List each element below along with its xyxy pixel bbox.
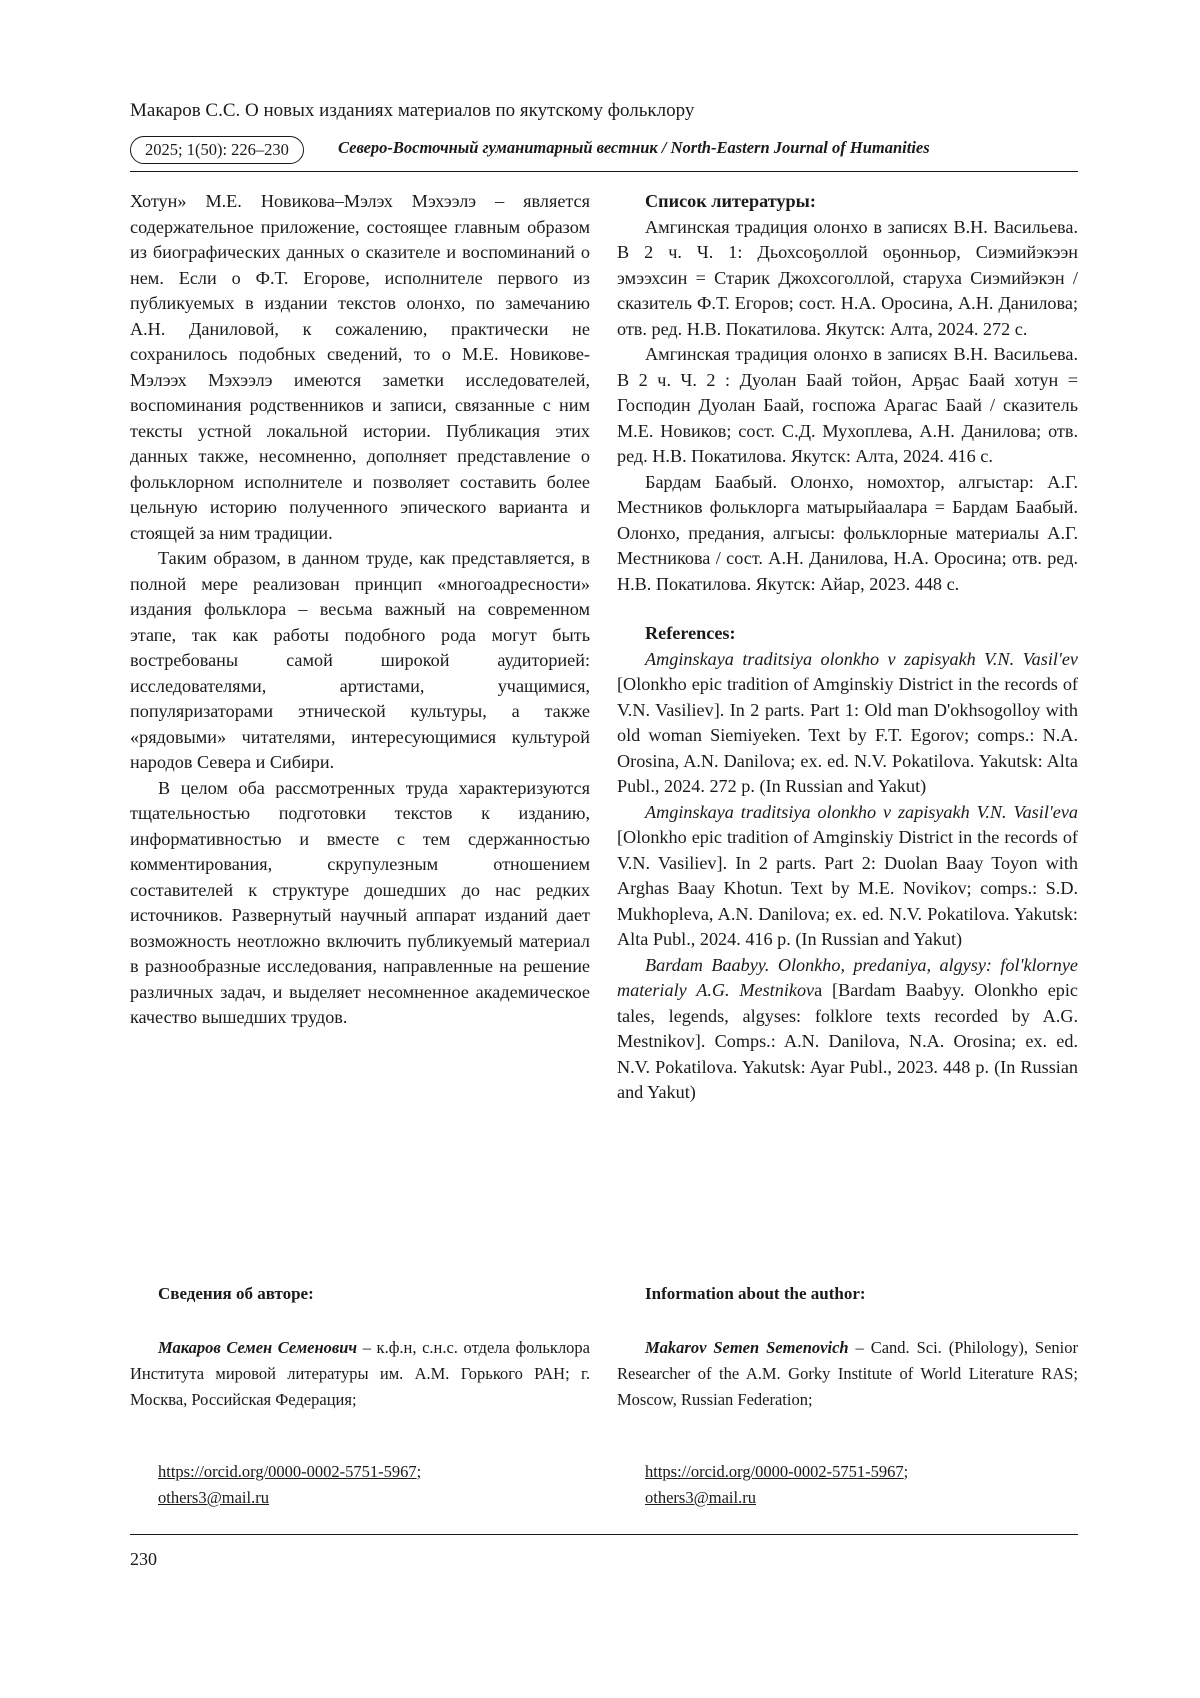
orcid-link[interactable]: https://orcid.org/0000-0002-5751-5967 [158, 1462, 417, 1481]
body-paragraph: Таким образом, в данном труде, как представляется, в полной мере реализован принцип «многоадресности» издания фольклора – весьма важный на современном этапе, так как работы подобного рода могут быть востребованы самой широкой аудиторией: исследователями, артистами, учащимися, популяризаторами этнической культуры, а также «рядовыми» читателями, интересующимися культурой народов Севера и Сибири. [130, 548, 590, 772]
body-paragraph: Хотун» М.Е. Новикова–Мэлэх Мэхээлэ – является содержательное приложение, состоящее главным образом из биографических данных о сказителе и воспоминаний о нем. Если о Ф.Т. Егорове, исполнителе первого из публикуемых в издании текстов олонхо, по замечанию А.Н. Даниловой, к сожалению, практически не сохранилось подобных сведений, то о М.Е. Новикове-Мэлээх Мэхээлэ имеются заметки исследователей, воспоминания родственников и записи, связанные с ним тексты устной локальной истории. Публикация этих данных также, несомненно, дополняет представление о фольклорном исполнителе и позволяет составить более цельную историю полученного эпического варианта и стоящей за ним традиции. [130, 191, 590, 543]
email-link[interactable]: others3@mail.ru [645, 1488, 756, 1507]
header-divider [130, 171, 1078, 172]
author-info-label: Сведения об авторе: [158, 1284, 314, 1303]
running-title: Макаров С.С. О новых изданиях материалов по якутскому фольклору [130, 100, 695, 121]
page-number: 230 [130, 1549, 157, 1569]
author-links: https://orcid.org/0000-0002-5751-5967; others3@mail.ru [158, 1462, 422, 1507]
literature-heading: Список литературы: [645, 191, 816, 211]
bibliography-column [617, 189, 1078, 1106]
literature-item: Амгинская традиция олонхо в записях В.Н. Васильева. В 2 ч. Ч. 2 : Дуолан Баай тойон, Арҕас Баай хотун = Господин Дуолан Баай, госпожа Арагас Баай / сказитель М.Е. Новиков; сост. С.Д. Мухоплева, А.Н. Данилова; отв. ред. Н.В. Покатилова. Якутск: Алта, 2024. 416 с. [617, 344, 1078, 466]
body-text-column [130, 189, 590, 1031]
section-spacer [617, 597, 1078, 621]
body-paragraph: В целом оба рассмотренных труда характеризуются тщательностью подготовки текстов к изданию, информативностью и вместе с тем сдержанностью комментирования, скрупулезным отношением составителей к структуре дошедших до нас редких источников. Развернутый научный аппарат изданий дает возможность неотложно включить публикуемый материал в разнообразные исследования, направленные на решение различных задач, и выделяет несомненное академическое качество вышедших трудов. [130, 777, 590, 1027]
author-info-ru [130, 1281, 590, 1511]
literature-item: Амгинская традиция олонхо в записях В.Н. Васильева. В 2 ч. Ч. 1: Дьохсоҕоллой оҕонньор, Сиэмийэкээн эмээхсин = Старик Джохсоголлой, старуха Сиэмийэкэн / сказитель Ф.Т. Егоров; сост. Н.А. Оросина, А.Н. Данилова; отв. ред. Н.В. Покатилова. Якутск: Алта, 2024. 272 с. [617, 216, 1078, 339]
references-heading: References: [645, 623, 736, 643]
reference-item: Bardam Baabyy. Olonkho, predaniya, algysy: fol'klornye materialy A.G. Mestnikova [Bardam Baabyy. Olonkho epic tales, legends, algyses: folklore texts recorded by A.G. Mestnikov]. Comps.: A.N. Danilova, N.A. Orosina; ex. ed. N.V. Pokatilova. Yakutsk: Ayar Publ., 2023. 448 p. (In Russian and Yakut) [617, 954, 1078, 1102]
orcid-link[interactable]: https://orcid.org/0000-0002-5751-5967 [645, 1462, 904, 1481]
journal-name: Северо-Восточный гуманитарный вестник / North-Eastern Journal of Humanities [338, 138, 930, 157]
author-bio: Макаров Семен Семенович – к.ф.н, с.н.с. отдела фольклора Института мировой литературы им. А.М. Горького РАН; г. Москва, Российская Федерация; [130, 1338, 590, 1409]
author-info-label: Information about the author: [645, 1284, 866, 1303]
literature-item: Бардам Баабый. Олонхо, номохтор, алгыстар: А.Г. Местников фольклорга матырыйаалара = Бардам Баабый. Олонхо, предания, алгысы: фольклорные материалы А.Г. Местникова / сост. А.Н. Данилова, Н.А. Оросина; отв. ред. Н.В. Покатилова. Якутск: Айар, 2023. 448 с. [617, 471, 1078, 594]
author-info-en [617, 1281, 1078, 1511]
author-links: https://orcid.org/0000-0002-5751-5967; others3@mail.ru [645, 1462, 909, 1507]
reference-item: Amginskaya traditsiya olonkho v zapisyakh V.N. Vasil'ev [Olonkho epic tradition of Amginskiy District in the records of V.N. Vasiliev]. In 2 parts. Part 1: Old man D'okhsogolloy with old woman Siemiyeken. Text by F.T. Egorov; comps.: N.A. Orosina, A.N. Danilova; ex. ed. N.V. Pokatilova. Yakutsk: Alta Publ., 2024. 272 p. (In Russian and Yakut) [617, 648, 1078, 796]
author-bio: Makarov Semen Semenovich – Cand. Sci. (Philology), Senior Researcher of the A.M. Gorky Institute of World Literature RAS; Moscow, Russian Federation; [617, 1338, 1078, 1409]
email-link[interactable]: others3@mail.ru [158, 1488, 269, 1507]
journal-header [130, 136, 1078, 166]
issue-badge: 2025; 1(50): 226–230 [130, 136, 304, 164]
reference-item: Amginskaya traditsiya olonkho v zapisyakh V.N. Vasil'eva [Olonkho epic tradition of Amginskiy District in the records of V.N. Vasiliev]. In 2 parts. Part 2: Duolan Baay Toyon with Arghas Baay Khotun. Text by M.E. Novikov; comps.: S.D. Mukhopleva, A.N. Danilova; ex. ed. N.V. Pokatilova. Yakutsk: Alta Publ., 2024. 416 p. (In Russian and Yakut) [617, 801, 1078, 949]
author-name: Makarov Semen Semenovich [645, 1338, 849, 1357]
footer-divider [130, 1534, 1078, 1535]
author-name: Макаров Семен Семенович [158, 1338, 358, 1357]
